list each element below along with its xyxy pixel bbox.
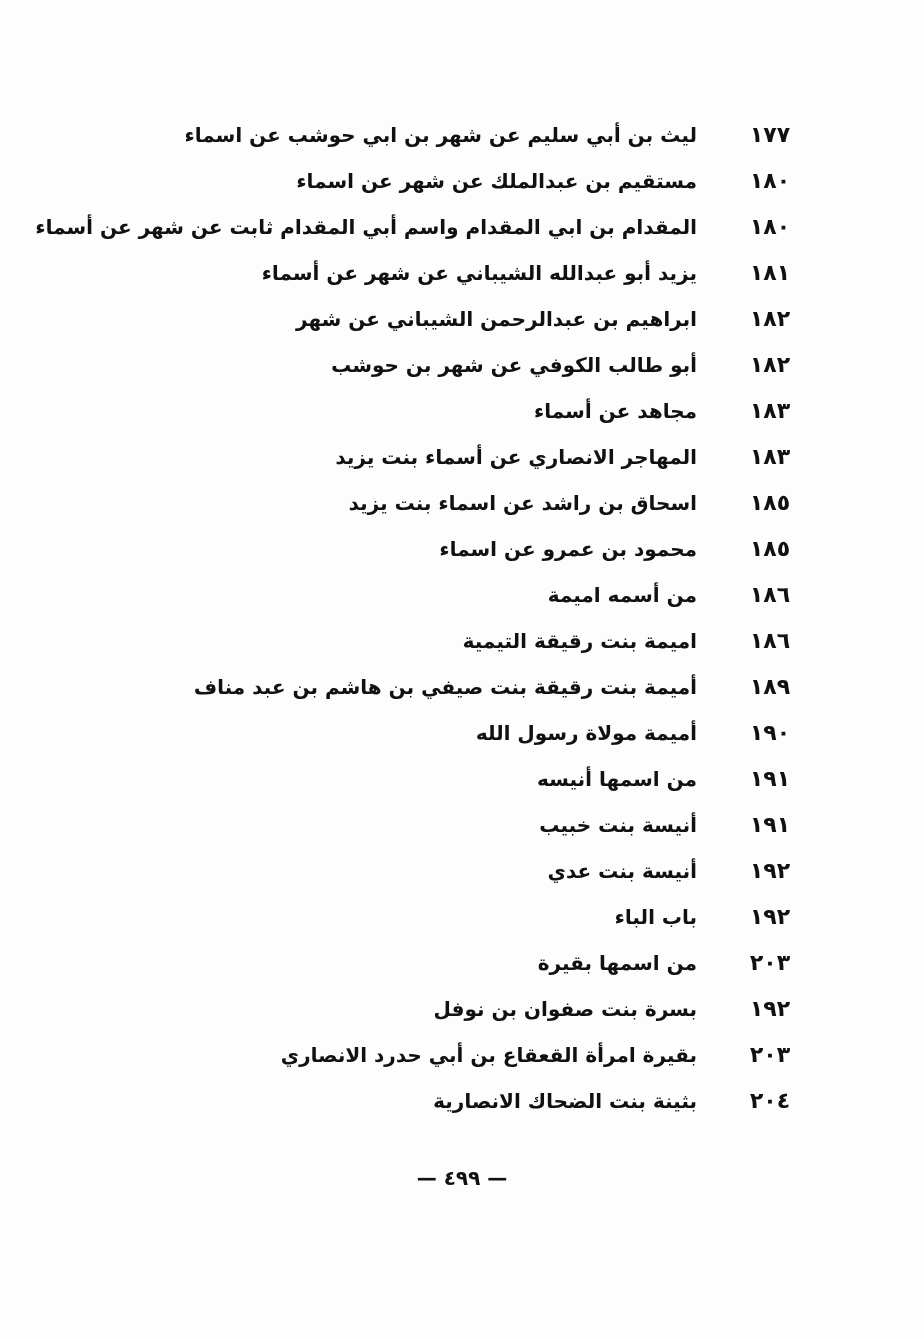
toc-page-number: ١٩٢: [749, 996, 791, 1022]
toc-entry-title: اسحاق بن راشد عن اسماء بنت يزيد: [348, 491, 697, 515]
toc-entry-title: من أسمه اميمة: [547, 583, 697, 607]
toc-entry-title: أميمة مولاة رسول الله: [475, 721, 697, 745]
toc-page-number: ١٨١: [749, 260, 791, 286]
toc-entry-title: باب الباء: [614, 905, 697, 929]
toc-page-number: ١٨٠: [749, 214, 791, 240]
toc-entry-title: أنيسة بنت عدي: [547, 859, 697, 883]
toc-page-number: ١٨٥: [749, 490, 791, 516]
toc-entry-title: بسرة بنت صفوان بن نوفل: [433, 997, 697, 1021]
toc-row: [60, 848, 805, 894]
toc-entry-title: مجاهد عن أسماء: [534, 399, 697, 423]
toc-entry-title: بقيرة امرأة القعقاع بن أبي حدرد الانصاري: [280, 1043, 697, 1067]
toc-row: [60, 296, 805, 342]
toc-entry-title: اميمة بنت رقيقة التيمية: [462, 629, 697, 653]
toc-entry-title: بثينة بنت الضحاك الانصارية: [433, 1089, 697, 1113]
toc-page-number: ١٨٢: [749, 306, 791, 332]
toc-row: [60, 112, 805, 158]
toc-page-number: ٢٠٤: [749, 1088, 791, 1114]
toc-row: [60, 434, 805, 480]
page-number-footer: — ٤٩٩ —: [416, 1166, 508, 1190]
toc-entry-title: أنيسة بنت خبيب: [539, 813, 697, 837]
toc-row: [60, 1032, 805, 1078]
toc-row: [60, 618, 805, 664]
toc-entry-title: المهاجر الانصاري عن أسماء بنت يزيد: [335, 445, 697, 469]
toc-entry-title: أبو طالب الكوفي عن شهر بن حوشب: [331, 353, 697, 377]
toc-row: [60, 480, 805, 526]
toc-entry-title: من اسمها أنيسه: [537, 767, 697, 791]
toc-page-number: ١٨٣: [749, 444, 791, 470]
toc-row: [60, 342, 805, 388]
toc-entry-title: مستقيم بن عبدالملك عن شهر عن اسماء: [296, 169, 697, 193]
toc-row: [60, 710, 805, 756]
toc-entry-title: يزيد أبو عبدالله الشيباني عن شهر عن أسماء: [261, 261, 697, 285]
toc-page-number: ١٨٥: [749, 536, 791, 562]
toc-page-number: ١٩١: [749, 812, 791, 838]
toc-page-number: ١٩٢: [749, 904, 791, 930]
toc-row: [60, 940, 805, 986]
toc-page-number: ٢٠٣: [749, 1042, 791, 1068]
toc-page-number: ١٧٧: [749, 122, 791, 148]
toc-page-number: ١٩٢: [749, 858, 791, 884]
toc-row: [60, 526, 805, 572]
toc-entry-title: أميمة بنت رقيقة بنت صيفي بن هاشم بن عبد مناف: [193, 675, 697, 699]
table-of-contents: [35, 112, 805, 1124]
toc-row: [60, 158, 805, 204]
toc-row: [35, 204, 805, 250]
toc-page-number: ١٨٦: [749, 582, 791, 608]
toc-row: [60, 250, 805, 296]
toc-row: [60, 802, 805, 848]
toc-entry-title: محمود بن عمرو عن اسماء: [439, 537, 697, 561]
toc-page-number: ١٩٠: [749, 720, 791, 746]
toc-row: [60, 986, 805, 1032]
toc-entry-title: ليث بن أبي سليم عن شهر بن ابي حوشب عن اسماء: [184, 123, 697, 147]
toc-page-number: ١٨٢: [749, 352, 791, 378]
toc-row: [60, 894, 805, 940]
toc-row: [60, 572, 805, 618]
toc-page-number: ١٨٩: [749, 674, 791, 700]
toc-page-number: ١٨٣: [749, 398, 791, 424]
toc-row: [60, 756, 805, 802]
toc-entry-title: من اسمها بقيرة: [537, 951, 697, 975]
toc-row: [60, 664, 805, 710]
toc-page-number: ١٩١: [749, 766, 791, 792]
toc-page-number: ٢٠٣: [749, 950, 791, 976]
toc-entry-title: ابراهيم بن عبدالرحمن الشيباني عن شهر: [296, 307, 697, 331]
toc-page-number: ١٨٠: [749, 168, 791, 194]
toc-row: [60, 388, 805, 434]
toc-entry-title: المقدام بن ابي المقدام واسم أبي المقدام ثابت عن شهر عن أسماء: [35, 215, 697, 239]
toc-page-number: ١٨٦: [749, 628, 791, 654]
toc-row: [60, 1078, 805, 1124]
